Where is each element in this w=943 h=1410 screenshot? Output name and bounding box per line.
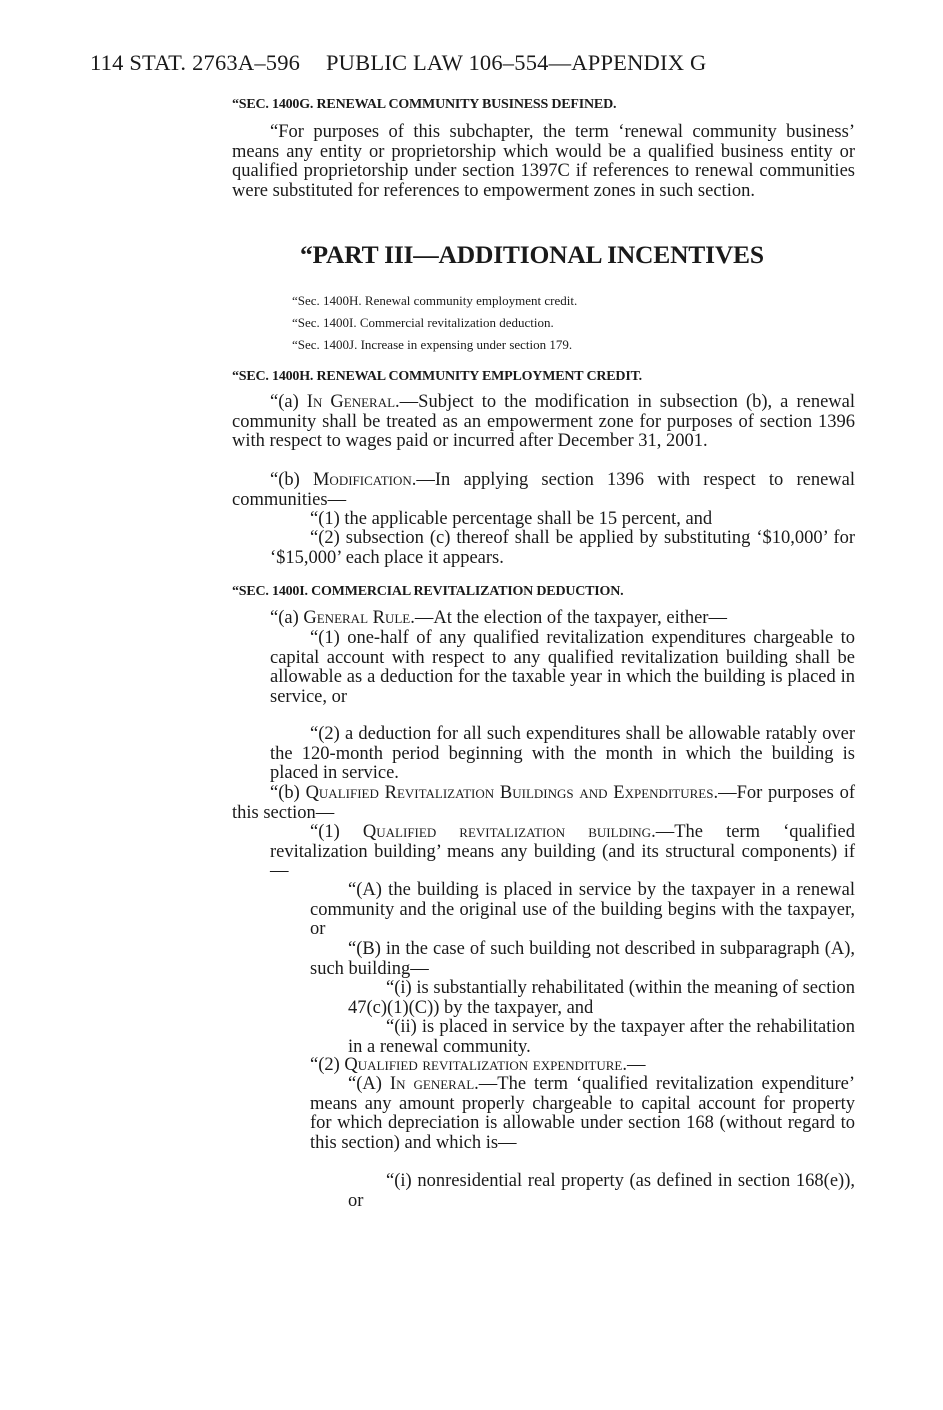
subsection-label: “(a) <box>270 392 307 412</box>
subsection-caption: Qualified Revitalization Buildings and Expenditures <box>305 783 714 803</box>
subparagraph-b2A-1400i <box>310 1075 855 1153</box>
subparagraph-label: “(A) <box>348 1074 390 1094</box>
paragraph-caption: Qualified revitalization expenditure <box>344 1055 623 1075</box>
paragraph-label: “(1) <box>310 822 363 842</box>
subparagraph-caption: In general <box>389 1074 475 1094</box>
paragraph-text: .— <box>622 1055 646 1075</box>
toc-entry: “Sec. 1400H. Renewal community employment credit. <box>292 293 578 308</box>
subsection-a-1400h <box>232 393 855 452</box>
subsection-b-1400h <box>232 471 855 510</box>
subparagraph-b1B-1400i: “(B) in the case of such building not described in subparagraph (A), such building— <box>310 939 855 979</box>
subsection-text: .—At the election of the taxpayer, either— <box>410 608 727 628</box>
subsection-label: “(b) <box>270 783 306 803</box>
section-1400g-body: “For purposes of this subchapter, the term ‘renewal community business’ means any entity or proprietorship which would be a qualified business entity or qualified proprietorship under section 1397C if references to renewal communities were substituted for references to empowerment zones in such section. <box>232 122 855 201</box>
paragraph-a2-1400i: “(2) a deduction for all such expenditures shall be allowable ratably over the 120-month period beginning with the month in which the building is placed in service. <box>270 724 855 783</box>
paragraph-1-1400h: “(1) the applicable percentage shall be 15 percent, and <box>310 509 713 529</box>
subsection-caption: In General <box>306 392 396 412</box>
part-title: “PART III—ADDITIONAL INCENTIVES <box>300 240 764 269</box>
subsection-a-1400i <box>232 609 855 629</box>
public-law-title: PUBLIC LAW 106–554—APPENDIX G <box>325 50 707 75</box>
subsection-caption: Modification <box>312 470 412 490</box>
page-header <box>90 50 790 76</box>
subsection-label: “(a) <box>270 608 304 628</box>
subsection-text: .—In applying section 1396 with respect to renewal communities— <box>232 470 855 510</box>
subsection-text: .—For purposes of this section— <box>232 783 855 823</box>
toc-entry: “Sec. 1400J. Increase in expensing under section 179. <box>292 337 573 352</box>
clause-b2Ai-1400i: “(i) nonresidential real property (as defined in section 168(e)), or <box>348 1171 855 1211</box>
subparagraph-text: .—The term ‘qualified revitalization expenditure’ means any amount properly chargeable to capital account for property for which depreciation is allowable under section 168 (without regard to this section) and which is— <box>310 1074 855 1153</box>
clause-b1Bii-1400i: “(ii) is placed in service by the taxpayer after the rehabilitation in a renewal community. <box>348 1017 855 1057</box>
section-heading-1400i: “SEC. 1400I. COMMERCIAL REVITALIZATION DEDUCTION. <box>232 584 624 599</box>
subsection-caption: General Rule <box>303 608 411 628</box>
stat-page-citation: 114 STAT. 2763A–596 <box>90 50 301 75</box>
subsection-label: “(b) <box>270 470 313 490</box>
subsection-text: .—Subject to the modification in subsection (b), a renewal community shall be treated as an empowerment zone for purposes of section 1396 with respect to wages paid or incurred after December 31, 2001. <box>232 392 855 451</box>
paragraph-label: “(2) <box>310 1055 345 1075</box>
section-heading-1400h: “SEC. 1400H. RENEWAL COMMUNITY EMPLOYMENT CREDIT. <box>232 369 642 384</box>
subsection-b-1400i <box>232 784 855 823</box>
paragraph-b1-1400i <box>270 823 855 882</box>
paragraph-2-1400h: “(2) subsection (c) thereof shall be applied by substituting ‘$10,000’ for ‘$15,000’ each place it appears. <box>270 528 855 568</box>
clause-b1Bi-1400i: “(i) is substantially rehabilitated (within the meaning of section 47(c)(1)(C)) by the taxpayer, and <box>348 978 855 1018</box>
subparagraph-b1A-1400i: “(A) the building is placed in service by the taxpayer in a renewal community and the original use of the building begins with the taxpayer, or <box>310 880 855 939</box>
toc-entry: “Sec. 1400I. Commercial revitalization deduction. <box>292 315 554 330</box>
paragraph-a1-1400i: “(1) one-half of any qualified revitalization expenditures chargeable to capital account with respect to any qualified revitalization building shall be allowable as a deduction for the taxable year in which the building is placed in service, or <box>270 628 855 707</box>
paragraph-caption: Qualified revitalization building <box>362 822 652 842</box>
section-heading-1400g: “SEC. 1400G. RENEWAL COMMUNITY BUSINESS DEFINED. <box>232 97 617 112</box>
paragraph-text: .—The term ‘qualified revitalization building’ means any building (and its structural components) if— <box>270 822 855 881</box>
paragraph-b2-1400i <box>270 1056 855 1076</box>
